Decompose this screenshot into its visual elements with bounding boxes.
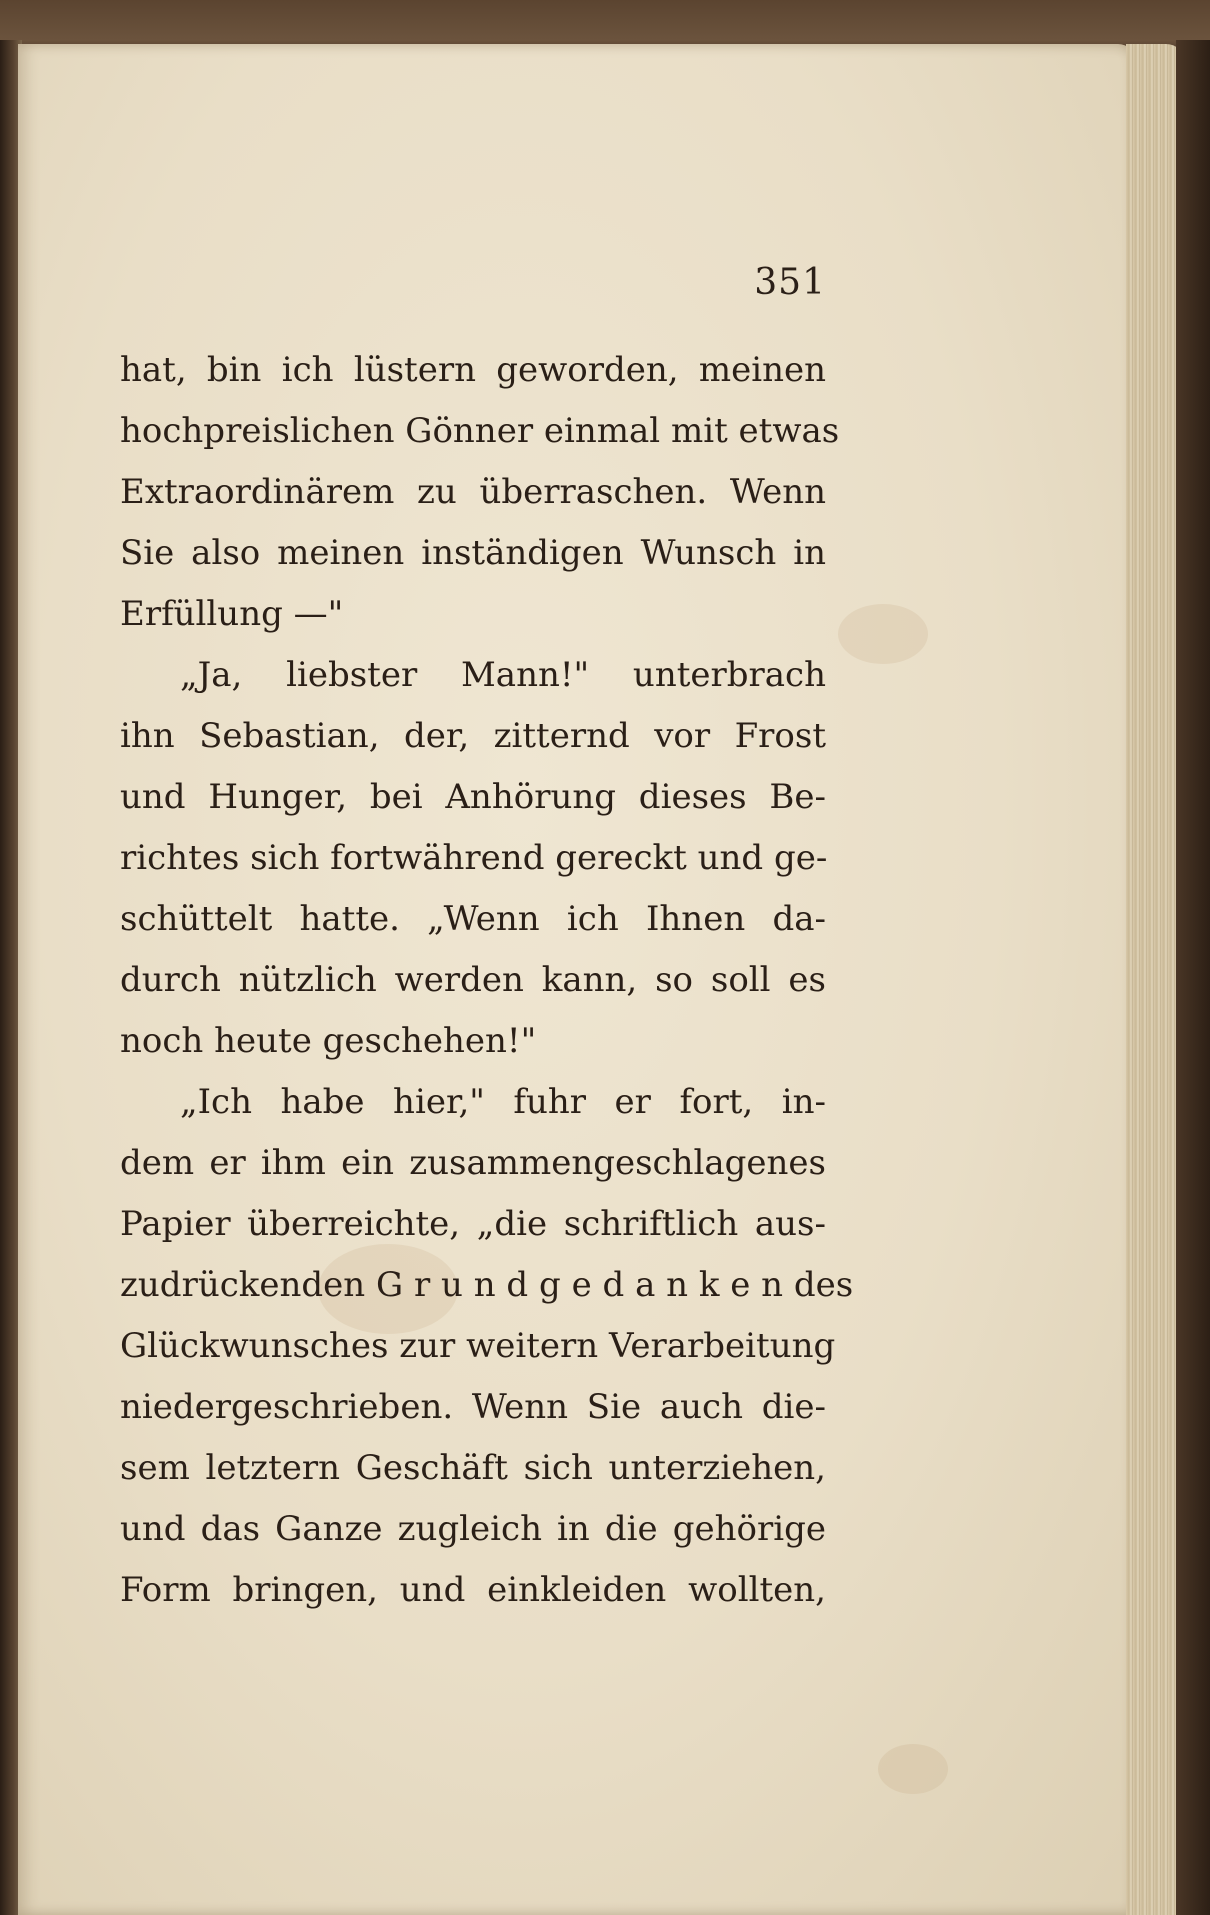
text-line: „Ja, liebster Mann!" unterbrach — [180, 655, 826, 695]
text-line: Glückwunsches zur weitern Verarbeitung — [120, 1326, 836, 1366]
text-line: Extraordinärem zu überraschen. Wenn — [120, 472, 826, 512]
text-line: niedergeschrieben. Wenn Sie auch die- — [120, 1387, 826, 1427]
text-line: Erfüllung —" — [120, 594, 344, 634]
text-line: hochpreislichen Gönner einmal mit etwas — [120, 411, 840, 451]
book-cover-edge — [1176, 40, 1210, 1915]
text-line: und das Ganze zugleich in die gehörige — [120, 1509, 826, 1549]
text-line: richtes sich fortwährend gereckt und ge- — [120, 838, 828, 878]
body-text — [120, 340, 854, 1621]
page-number: 351 — [754, 262, 826, 303]
paper-stain — [878, 1744, 948, 1794]
text-line: dem er ihm ein zusammengeschlagenes — [120, 1143, 826, 1183]
text-line: durch nützlich werden kann, so soll es — [120, 960, 826, 1000]
text-line: zudrückenden G r u n d g e d a n k e n des — [120, 1265, 854, 1305]
text-line: und Hunger, bei Anhörung dieses Be- — [120, 777, 826, 817]
text-line: hat, bin ich lüstern geworden, meinen — [120, 350, 826, 390]
text-line: sem letztern Geschäft sich unterziehen, — [120, 1448, 826, 1488]
text-line: „Ich habe hier," fuhr er fort, in- — [180, 1082, 826, 1122]
text-line: Sie also meinen inständigen Wunsch in — [120, 533, 826, 573]
text-line: ihn Sebastian, der, zitternd vor Frost — [120, 716, 826, 756]
text-line: Papier überreichte, „die schriftlich aus- — [120, 1204, 826, 1244]
text-line: Form bringen, und einkleiden wollten, — [120, 1570, 826, 1610]
text-line: noch heute geschehen!" — [120, 1021, 537, 1061]
text-line: schüttelt hatte. „Wenn ich Ihnen da- — [120, 899, 826, 939]
paper-stain — [838, 604, 928, 664]
